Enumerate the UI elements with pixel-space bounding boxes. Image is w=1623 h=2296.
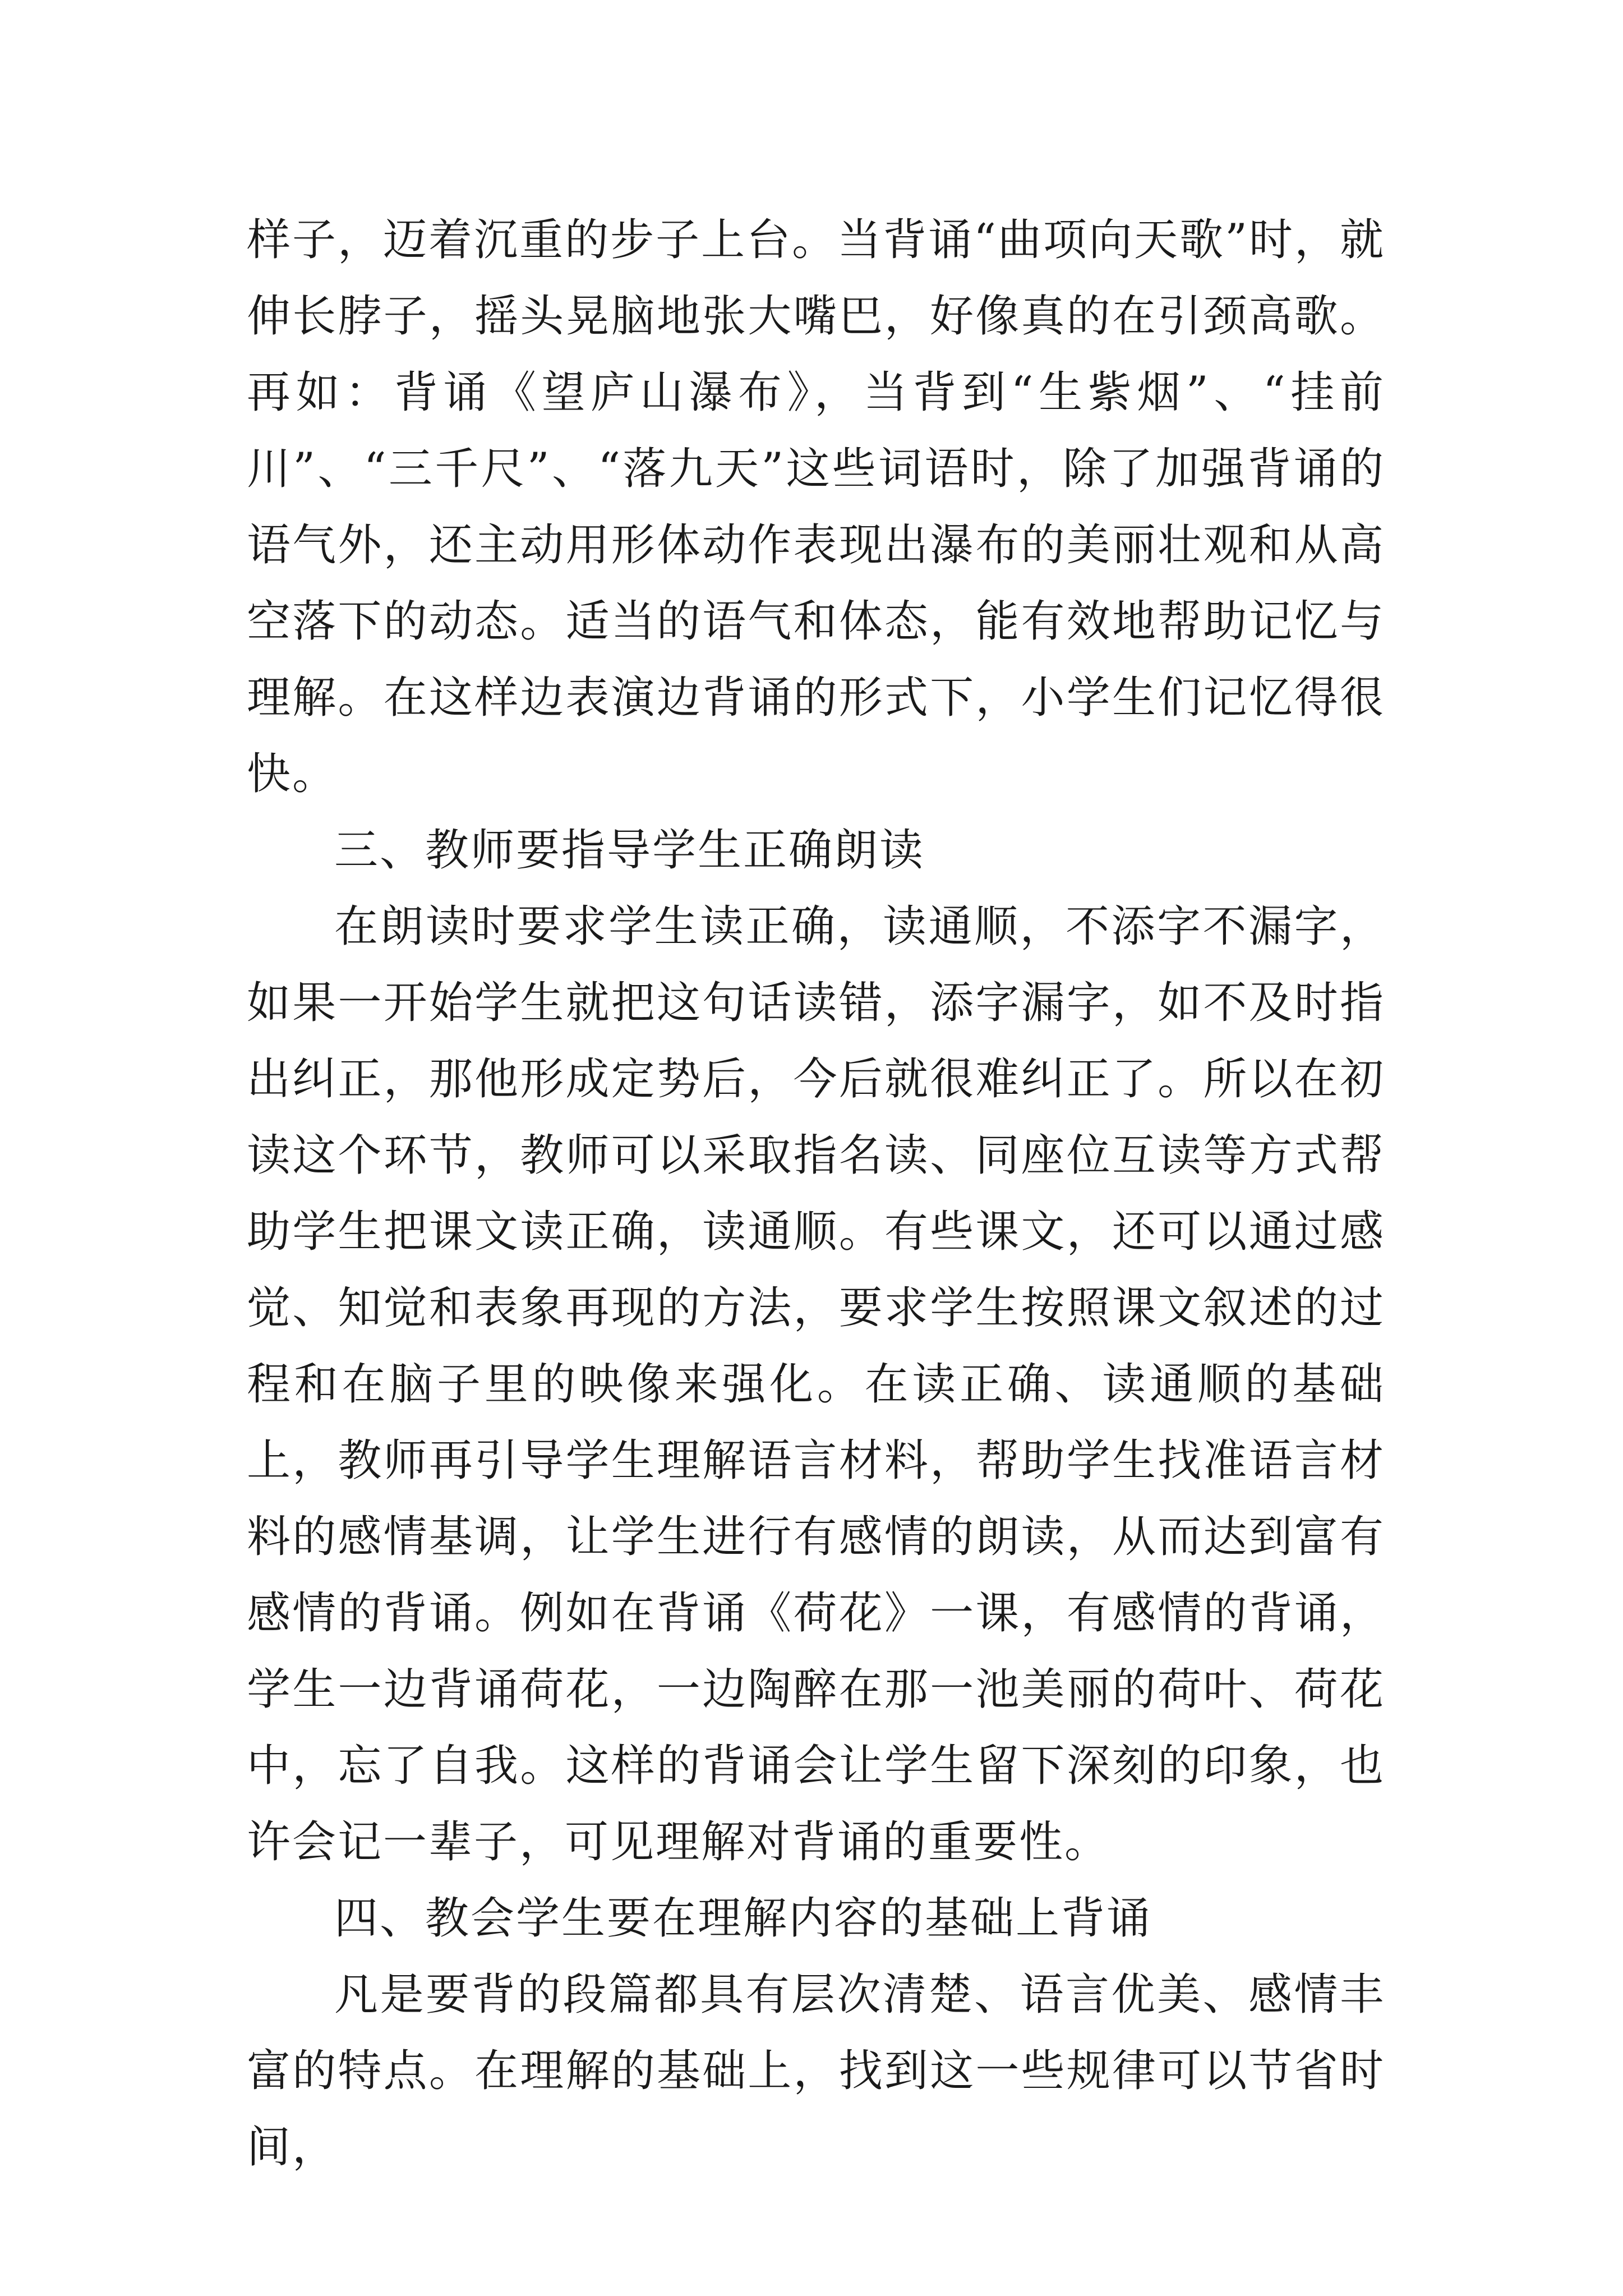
- document-body: [247, 202, 1385, 2185]
- paragraph-understanding: 凡是要背的段篇都具有层次清楚、语言优美、感情丰富的特点。在理解的基础上，找到这一些规律可以节省时间，: [247, 1970, 1385, 2173]
- paragraph-reading-guidance: 在朗读时要求学生读正确，读通顺，不添字不漏字，如果一开始学生就把这句话读错，添字漏字，如不及时指出纠正，那他形成定势后，今后就很难纠正了。所以在初读这个环节，教师可以采取指名读、同座位互读等方式帮助学生把课文读正确，读通顺。有些课文，还可以通过感觉、知觉和表象再现的方法，要求学生按照课文叙述的过程和在脑子里的映像来强化。在读正确、读通顺的基础上，教师再引导学生理解语言材料，帮助学生找准语言材料的感情基调，让学生进行有感情的朗读，从而达到富有感情的背诵。例如在背诵《荷花》一课，有感情的背诵，学生一边背诵荷花，一边陶醉在那一池美丽的荷叶、荷花中，忘了自我。这样的背诵会让学生留下深刻的印象，也许会记一辈子，可见理解对背诵的重要性。: [247, 901, 1385, 1867]
- section-heading-3: 三、教师要指导学生正确朗读: [334, 825, 925, 876]
- section-heading-4: 四、教会学生要在理解内容的基础上背诵: [334, 1893, 1152, 1944]
- paragraph-continuation: 样子，迈着沉重的步子上台。当背诵“曲项向天歌”时，就伸长脖子，摇头晃脑地张大嘴巴，好像真的在引颈高歌。再如：背诵《望庐山瀑布》，当背到“生紫烟”、“挂前川”、“三千尺”、“落九天”这些词语时，除了加强背诵的语气外，还主动用形体动作表现出瀑布的美丽壮观和从高空落下的动态。适当的语气和体态，能有效地帮助记忆与理解。在这样边表演边背诵的形式下，小学生们记忆得很快。: [247, 215, 1385, 799]
